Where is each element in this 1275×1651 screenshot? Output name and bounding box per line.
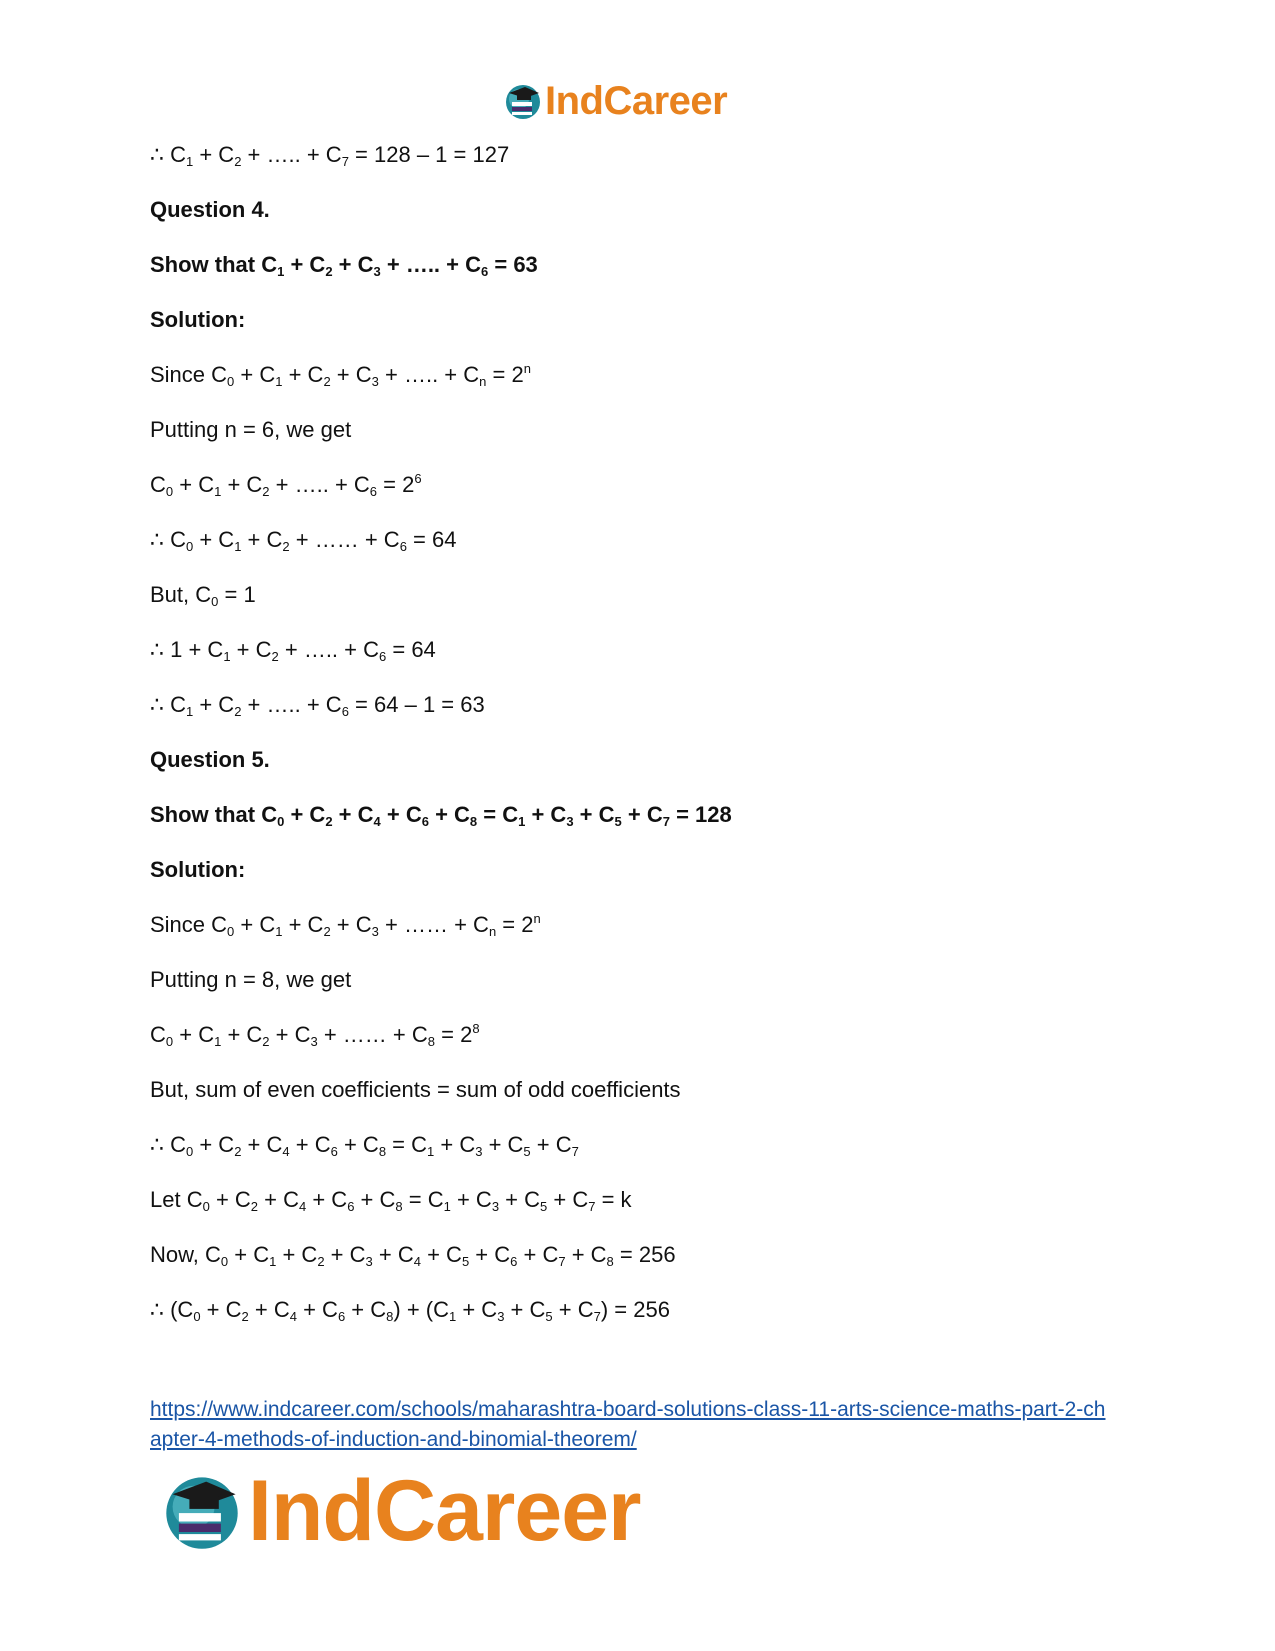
text-line: Solution: [150,307,246,332]
text-line: Solution: [150,857,246,882]
header-logo [503,78,727,124]
footer-logo-text: IndCareer [248,1462,641,1559]
text-line: Since $C_0 + C_1 + C_2 + C_3$ + …… + $C_n = 2^n$ [150,911,541,939]
footer-logo [160,1462,641,1559]
document-body [150,140,1150,1350]
text-line: ∴ $C_1 + C_2$ + ….. + $C_6 = 64 - 1 = 63$ [150,692,485,719]
text-line: Show that $C_1 + C_2 + C_3$ + ….. + $C_6 = 63$ [150,252,538,279]
text-line: But, sum of even coefficients = sum of odd coefficients [150,1077,681,1102]
text-line: Putting n = 8, we get [150,967,352,992]
text-line: Putting n = 6, we get [150,417,352,442]
source-link[interactable]: https://www.indcareer.com/schools/maharashtra-board-solutions-class-11-arts-science-maths-part-2-chapter-4-methods-of-induction-and-binomial-theorem/ [150,1398,1106,1451]
text-line: Let $C_0 + C_2 + C_4 + C_6 + C_8 = C_1 + C_3 + C_5 + C_7 = k$ [150,1187,632,1214]
text-line: Now, $C_0 + C_1 + C_2 + C_3 + C_4 + C_5 + C_6 + C_7 + C_8 = 256$ [150,1242,676,1269]
graduation-cap-books-globe-icon [160,1469,244,1553]
text-line: But, $C_0 = 1$ [150,582,256,609]
text-line: ∴ $C_0 + C_2 + C_4 + C_6 + C_8 = C_1 + C_3 + C_5 + C_7$ [150,1132,579,1159]
header-logo-text: IndCareer [545,78,728,123]
text-line: Question 4. [150,197,270,222]
text-line: $C_0 + C_1 + C_2 + C_3$ + …… + $C_8 = 2^8$ [150,1021,480,1049]
text-line: Show that $C_0 + C_2 + C_4 + C_6 + C_8 = C_1 + C_3 + C_5 + C_7 = 128$ [150,802,732,829]
text-line: ∴ $C_0 + C_1 + C_2$ + …… + $C_6 = 64$ [150,527,457,554]
graduation-cap-books-globe-icon [503,81,543,121]
text-line: ∴ $C_1 + C_2$ + ….. + $C_7 = 128 - 1 = 127$ [150,142,510,169]
text-line: $C_0 + C_1 + C_2$ + ….. + $C_6 = 2^6$ [150,471,422,499]
text-line: Since $C_0 + C_1 + C_2 + C_3$ + ….. + $C_n = 2^n$ [150,361,531,389]
text-line: ∴ $1 + C_1 + C_2$ + ….. + $C_6 = 64$ [150,637,436,664]
text-line: Question 5. [150,747,270,772]
text-line: ∴ $(C_0 + C_2 + C_4 + C_6 + C_8) + (C_1 + C_3 + C_5 + C_7) = 256$ [150,1297,670,1324]
